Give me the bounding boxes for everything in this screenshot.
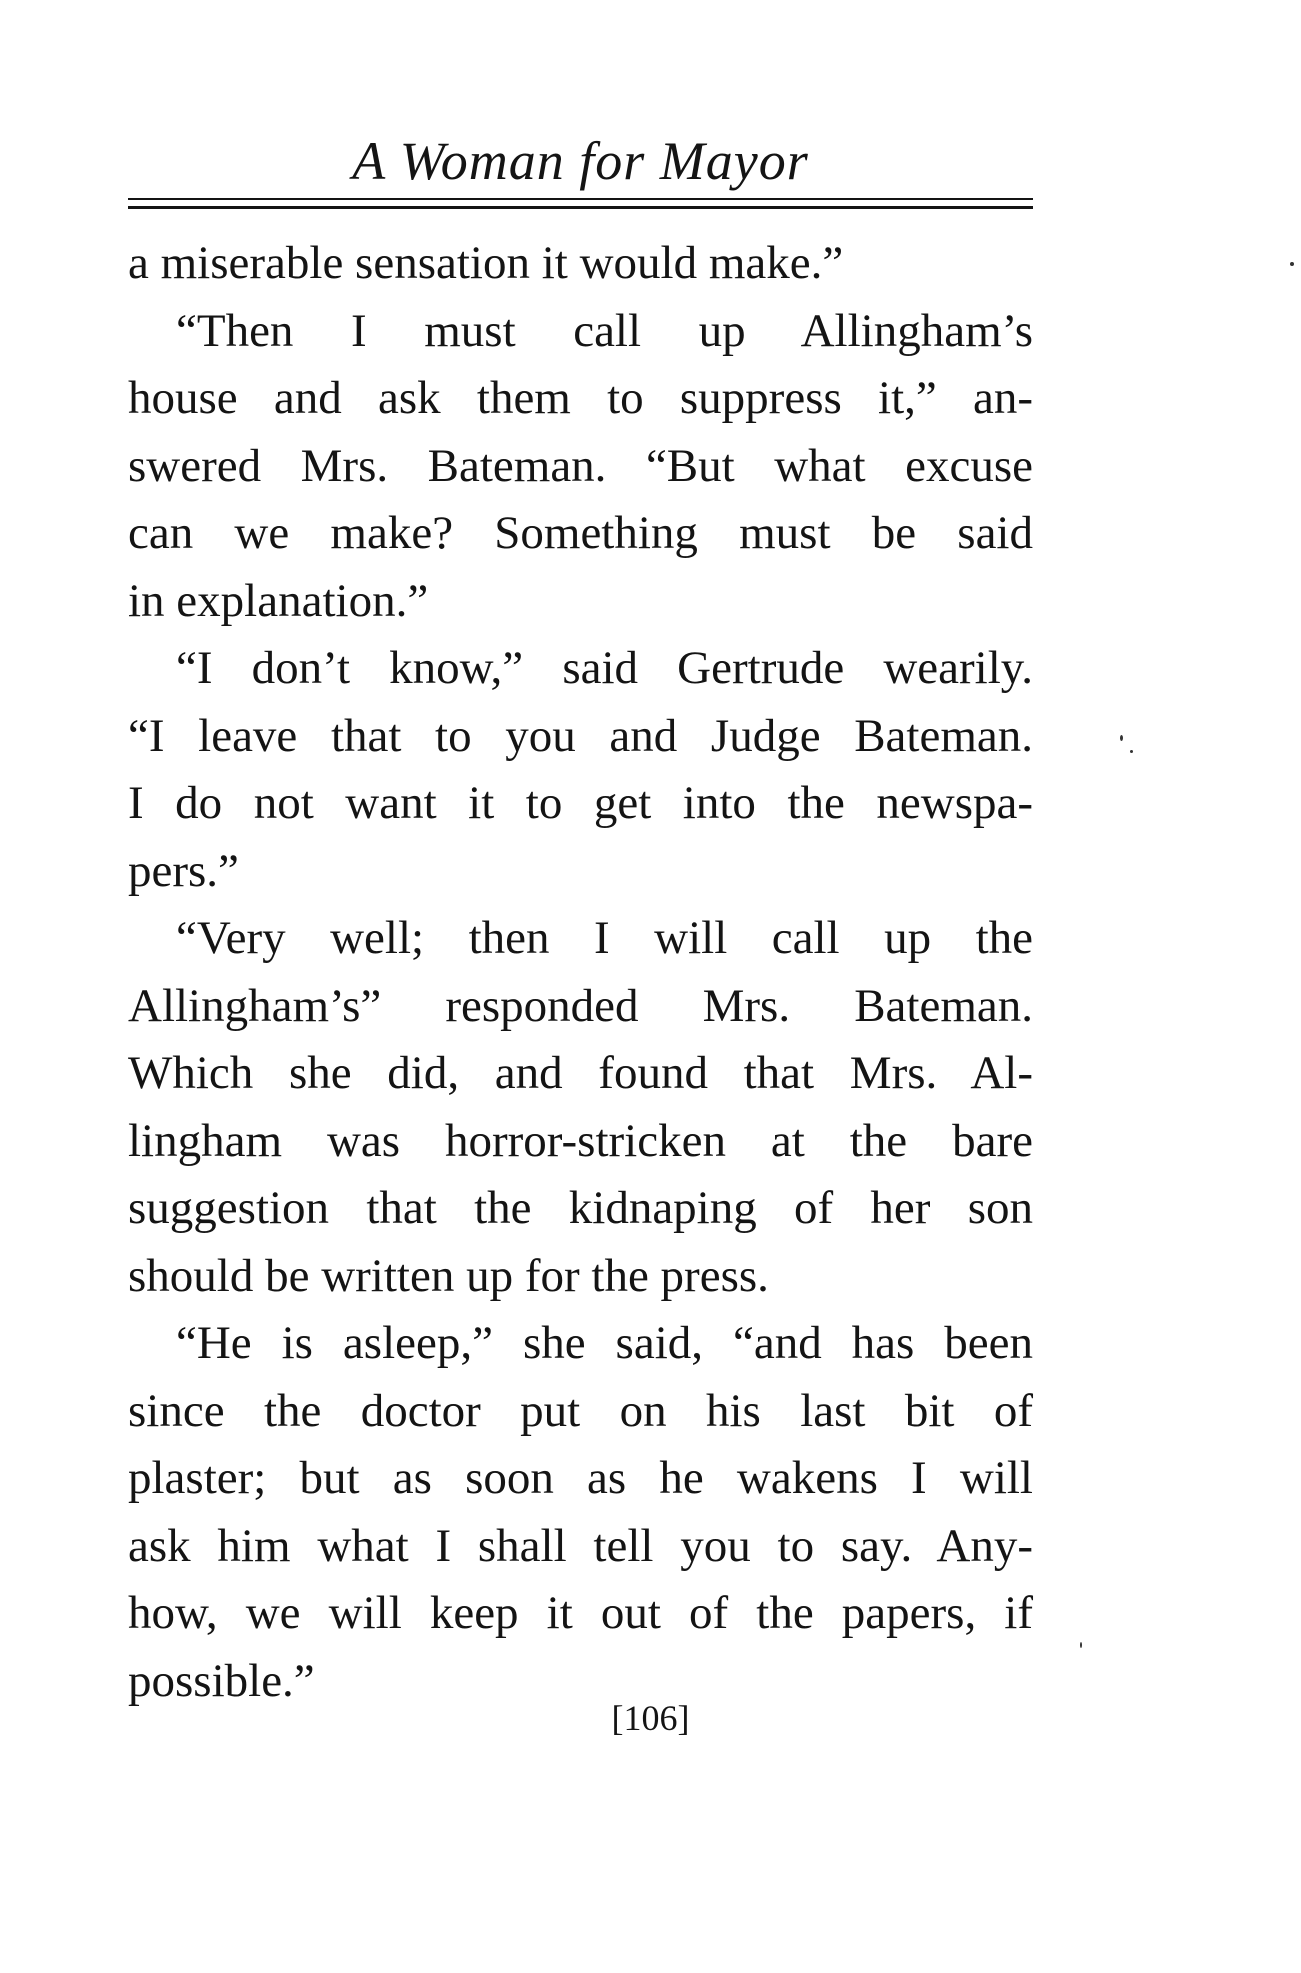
text-line: Allingham’s” responded Mrs. Bateman. bbox=[128, 979, 1033, 1032]
scan-speck bbox=[1120, 735, 1123, 741]
text-line: plaster; but as soon as he wakens I will bbox=[128, 1452, 1033, 1504]
text-line: Which she did, and found that Mrs. Al- bbox=[128, 1047, 1033, 1099]
text-line: “I leave that to you and Judge Bateman. bbox=[128, 709, 1033, 762]
text-line: lingham was horror-stricken at the bare bbox=[128, 1114, 1033, 1167]
text-line: pers.” bbox=[128, 844, 239, 897]
text-line: house and ask them to suppress it,” an- bbox=[128, 372, 1033, 424]
scan-speck bbox=[1290, 262, 1294, 266]
text-line: suggestion that the kidnaping of her son bbox=[128, 1182, 1033, 1234]
text-line: possible.” bbox=[128, 1654, 315, 1707]
text-line: ask him what I shall tell you to say. Any- bbox=[128, 1519, 1033, 1572]
text-line: how, we will keep it out of the papers, if bbox=[128, 1587, 1033, 1639]
text-line: I do not want it to get into the newspa- bbox=[128, 777, 1033, 829]
body-text bbox=[128, 230, 1033, 1715]
text-line: should be written up for the press. bbox=[128, 1249, 769, 1302]
header-rule-thick bbox=[128, 206, 1033, 209]
text-line: “Then I must call up Allingham’s bbox=[176, 304, 1033, 357]
header-rule-thin bbox=[128, 198, 1033, 200]
text-line: “Very well; then I will call up the bbox=[176, 912, 1033, 964]
running-head: A Woman for Mayor bbox=[352, 131, 809, 191]
page-number: [106] bbox=[611, 1698, 690, 1738]
text-line: in explanation.” bbox=[128, 574, 429, 627]
text-line: “I don’t know,” said Gertrude wearily. bbox=[176, 642, 1033, 694]
text-line: a miserable sensation it would make.” bbox=[128, 237, 844, 289]
scan-speck bbox=[1130, 750, 1133, 753]
scan-speck bbox=[1080, 1642, 1082, 1648]
text-line: since the doctor put on his last bit of bbox=[128, 1384, 1033, 1437]
text-line: can we make? Something must be said bbox=[128, 507, 1033, 559]
text-line: “He is asleep,” she said, “and has been bbox=[176, 1317, 1033, 1369]
text-line: swered Mrs. Bateman. “But what excuse bbox=[128, 439, 1033, 492]
